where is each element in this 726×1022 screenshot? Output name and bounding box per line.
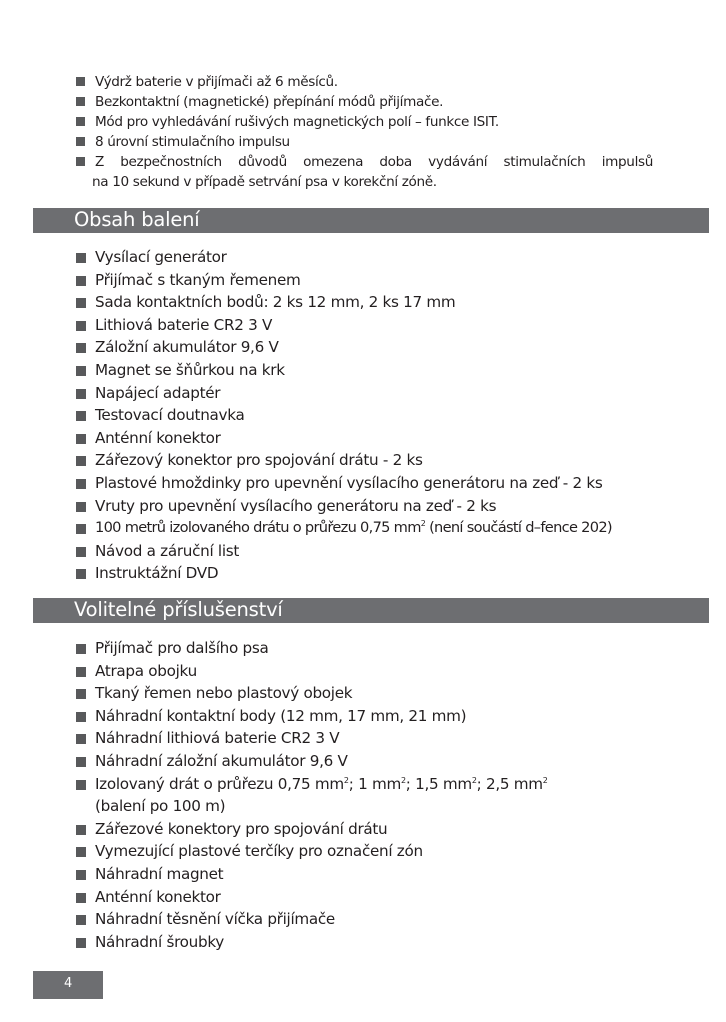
- square-bullet-icon: [76, 77, 85, 86]
- list-item: Lithiová baterie CR2 3 V: [75, 314, 715, 337]
- list-item: Náhradní těsnění víčka přijímače: [75, 908, 715, 931]
- square-bullet-icon: [76, 780, 86, 790]
- square-bullet-icon: [76, 343, 86, 353]
- square-bullet-icon: [76, 97, 85, 106]
- square-bullet-icon: [76, 479, 86, 489]
- list-item: Anténní konektor: [75, 886, 715, 909]
- square-bullet-icon: [76, 502, 86, 512]
- square-bullet-icon: [76, 366, 86, 376]
- square-bullet-icon: [76, 847, 86, 857]
- list-item: Přijímač pro dalšího psa: [75, 637, 715, 660]
- square-bullet-icon: [76, 915, 86, 925]
- square-bullet-icon: [76, 117, 85, 126]
- square-bullet-icon: [76, 644, 86, 654]
- square-bullet-icon: [76, 524, 86, 534]
- list-item: [75, 152, 653, 192]
- list-item: Mód pro vyhledávání rušivých magnetických polí – funkce ISIT.: [75, 112, 653, 132]
- list-item: Návod a záruční list: [75, 540, 715, 563]
- list-item: Vysílací generátor: [75, 246, 715, 269]
- list-item: Izolovaný drát o průřezu 0,75 $mm^2$; 1 $mm^2$; 1,5 $mm^2$; 2,5 $mm^2$ (balení po 100 m): [75, 773, 715, 818]
- list-item: Náhradní šroubky: [75, 931, 715, 954]
- square-bullet-icon: [76, 157, 85, 166]
- list-item: Náhradní magnet: [75, 863, 715, 886]
- list-item: Náhradní záložní akumulátor 9,6 V: [75, 750, 715, 773]
- square-bullet-icon: [76, 870, 86, 880]
- list-item: Vruty pro upevnění vysílacího generátoru na zeď - 2 ks: [75, 495, 715, 518]
- square-bullet-icon: [76, 569, 86, 579]
- list-item: Náhradní kontaktní body (12 mm, 17 mm, 21 mm): [75, 705, 715, 728]
- accessories-list: [75, 637, 715, 953]
- list-item: Vymezující plastové terčíky pro označení zón: [75, 840, 715, 863]
- feature-list: [75, 72, 653, 192]
- section-title: Volitelné příslušenství: [74, 598, 283, 621]
- list-item: Plastové hmoždinky pro upevnění vysílacího generátoru na zeď - 2 ks: [75, 472, 715, 495]
- list-item: Náhradní lithiová baterie CR2 3 V: [75, 727, 715, 750]
- list-item: Magnet se šňůrkou na krk: [75, 359, 715, 382]
- square-bullet-icon: [76, 689, 86, 699]
- square-bullet-icon: [76, 321, 86, 331]
- list-item: Atrapa obojku: [75, 660, 715, 683]
- item-text-continued: na 10 sekund v případě setrvání psa v korekční zóně.: [92, 174, 437, 190]
- package-list: [75, 246, 715, 585]
- square-bullet-icon: [76, 298, 86, 308]
- square-bullet-icon: [76, 938, 86, 948]
- section-header-accessories: [33, 598, 709, 623]
- list-item: Tkaný řemen nebo plastový obojek: [75, 682, 715, 705]
- square-bullet-icon: [76, 667, 86, 677]
- square-bullet-icon: [76, 389, 86, 399]
- square-bullet-icon: [76, 734, 86, 744]
- list-item: Zářezové konektory pro spojování drátu: [75, 818, 715, 841]
- square-bullet-icon: [76, 456, 86, 466]
- list-item: Záložní akumulátor 9,6 V: [75, 336, 715, 359]
- list-item: Napájecí adaptér: [75, 382, 715, 405]
- list-item: Zářezový konektor pro spojování drátu - 2 ks: [75, 449, 715, 472]
- list-item: 8 úrovní stimulačního impulsu: [75, 132, 653, 152]
- square-bullet-icon: [76, 253, 86, 263]
- square-bullet-icon: [76, 137, 85, 146]
- list-item: 100 metrů izolovaného drátu o průřezu 0,75 $mm^2$ (není součástí d–fence 202): [75, 517, 715, 540]
- square-bullet-icon: [76, 411, 86, 421]
- section-title: Obsah balení: [74, 208, 200, 231]
- square-bullet-icon: [76, 825, 86, 835]
- list-item: Instruktážní DVD: [75, 562, 715, 585]
- page-number: 4: [64, 976, 73, 991]
- section-header-package: [33, 208, 709, 233]
- page-number-box: [33, 971, 103, 999]
- list-item: Bezkontaktní (magnetické) přepínání módů přijímače.: [75, 92, 653, 112]
- square-bullet-icon: [76, 757, 86, 767]
- item-text: Z bezpečnostních důvodů omezena doba vydávání stimulačních impulsů: [95, 154, 653, 170]
- list-item: Anténní konektor: [75, 427, 715, 450]
- list-item: Sada kontaktních bodů: 2 ks 12 mm, 2 ks 17 mm: [75, 291, 715, 314]
- square-bullet-icon: [76, 712, 86, 722]
- square-bullet-icon: [76, 547, 86, 557]
- square-bullet-icon: [76, 434, 86, 444]
- square-bullet-icon: [76, 276, 86, 286]
- square-bullet-icon: [76, 893, 86, 903]
- list-item: Testovací doutnavka: [75, 404, 715, 427]
- list-item: Výdrž baterie v přijímači až 6 měsíců.: [75, 72, 653, 92]
- item-text-continued: (balení po 100 m): [95, 797, 226, 816]
- list-item: Přijímač s tkaným řemenem: [75, 269, 715, 292]
